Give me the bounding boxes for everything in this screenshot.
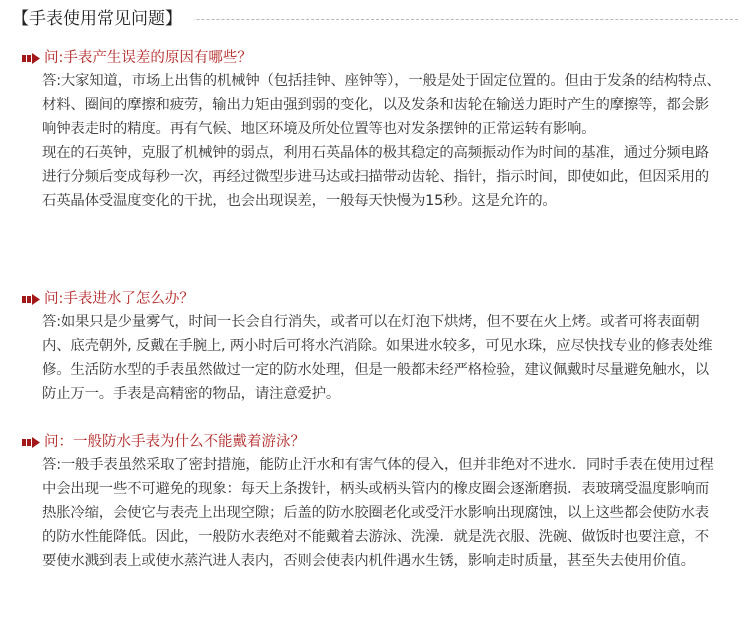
faq-answer-paragraph: 答:一般手表虽然采取了密封措施，能防止汗水和有害气体的侵入，但并非绝对不进水．同时手表在使用过程中会出现一些不可避免的现象：每天上条拨针，柄头或柄头管内的橡皮圈会逐渐磨损．表玻璃受温度影响而热胀冷缩，会使它与表壳上出现空隙；后盖的防水胶圈老化或受汗水影响出现腐蚀，以上这些都会使防水表的防水性能降低。因此，一般防水表绝对不能戴着去游泳、洗澡．就是洗衣服、洗碗、做饭时也要注意，不要使水溅到表上或使水蒸汽进人表内，否则会使表内机件遇水生锈，影响走时质量，甚至失去使用价值。 (42, 457, 714, 569)
faq-answer-paragraph: 答:大家知道，市场上出售的机械钟（包括挂钟、座钟等），一般是处于固定位置的。但由于发条的结构特点、材料、圈间的摩擦和疲劳，输出力矩由强到弱的变化，以及发条和齿轮在输送力距时产生的摩擦等，都会影响钟表走时的精度。再有气候、地区环境及所处位置等也对发条摆钟的正常运转有影响。 (42, 73, 721, 137)
faq-question-text: 问:手表产生误差的原因有哪些？ (44, 50, 252, 66)
faq-answer-paragraph: 答:如果只是少量雾气，时间一长会自行消失，或者可以在灯泡下烘烤，但不要在火上烤。或者可将表面朝内、底壳朝外, 反戴在手腕上, 两小时后可将水汽消除。如果进水较多，可见水珠，应尽快找专业的修表处维修。生活防水型的手表虽然做过一定的防水处理，但是一般都未经严格检验，建议佩戴时尽量避免触水，以防止万一。手表是高精密的物品，请注意爱护。 (42, 314, 713, 402)
faq-answer (22, 310, 722, 406)
arrow-right-icon (22, 437, 40, 448)
faq-item-1 (22, 47, 722, 213)
faq-question (22, 47, 722, 69)
faq-item-2 (22, 288, 722, 406)
arrow-right-icon (22, 53, 40, 64)
faq-question-text: 问:手表进水了怎么办？ (44, 291, 194, 307)
faq-item-3 (22, 431, 722, 573)
section-title: 【手表使用常见问题】 (12, 5, 194, 33)
section-header (12, 5, 738, 33)
faq-question (22, 288, 722, 310)
faq-answer-paragraph: 现在的石英钟，克服了机械钟的弱点，利用石英晶体的极其稳定的高频振动作为时间的基准，通过分频电路进行分频后变成每秒一次，再经过微型步进马达或扫描带动齿轮、指针，指示时间，即使如此，但因采用的石英晶体受温度变化的干扰，也会出现误差，一般每天快慢为15秒。这是允许的。 (42, 145, 709, 209)
faq-question-text: 问：一般防水手表为什么不能戴着游泳？ (44, 434, 305, 450)
arrow-right-icon (22, 294, 40, 305)
faq-answer (22, 69, 722, 213)
faq-question (22, 431, 722, 453)
faq-answer (22, 453, 722, 573)
